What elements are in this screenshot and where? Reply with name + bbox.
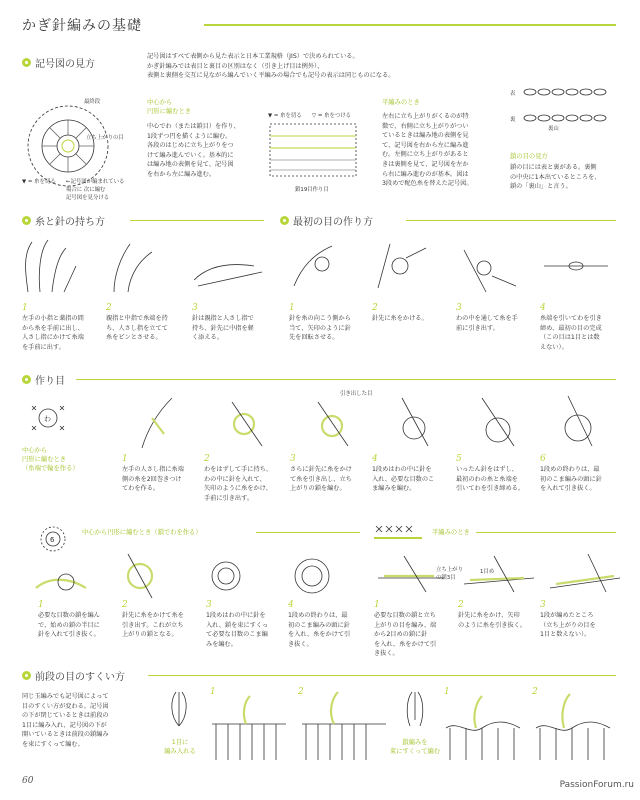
flat-body: 左右に立ち上がりがくるのが特 徴で、右側に立ち上がりがつい ているときは編み地の表側を見 て、記号図を右から左に編み進 む。左側に立ち上がりがあると きは裏側を見て、記号図を左か ら右に編み進むのが基本。図は 3段めで配色糸を替えた記号図。 [382,113,473,188]
bullet-icon [22,671,31,680]
step-number: 3 [540,600,546,610]
flat-chain-step-1: 必要な目数の鎖と立ち 上がりの目を編み、端 から2目めの鎖に針 を入れ、糸をかけて引 き抜く。 [374,612,437,658]
step-number: 6 [540,454,546,464]
step-number: 3 [192,303,198,313]
page-title: かぎ針編みの基礎 [22,18,142,34]
flat-base-label: 鎖19目作り目 [295,187,329,193]
flat-cut-label: ▼ = 糸を切る [268,113,302,119]
step-number: 3 [290,454,296,464]
round-body: 中心でわ（または鎖目）を作り、 1段ずつ円を描くように編む。 各段のはじめに立ち上がりをつ けて編み進んでいく。基本的に は編み地の表側を見て、記号図 を右から左に編み進む。 [147,123,240,178]
bullet-icon [22,58,31,67]
step-number: 3 [456,303,462,313]
chain-front-label: 表 [510,91,516,97]
section-rule [76,379,616,380]
pickup-label-a: 1目に 編み入れる [164,739,196,755]
chain-ring-illustrations [30,548,360,600]
step-number: 2 [106,303,112,313]
open-bobble-symbol-icon [404,690,426,730]
holding-step-2: 親指と中指で糸端を持 ち、人さし指を立てて 糸をピンとさせる。 [106,315,168,342]
first-stitch-step-3: わの中を通して糸を手 前に引き出す。 [456,315,518,332]
step-number: 2 [204,454,210,464]
section-heading-holding: 糸と針の持ち方 [22,213,105,228]
turning-chain-label: 立ち上がり の鎖3目 [436,567,463,581]
page-number: 60 [22,776,34,786]
first-stitch-illustrations [286,236,616,298]
flat-chain-step-2: 針先に糸をかけ、矢印 のように糸を引き抜く。 [458,612,526,629]
step-number: 1 [122,454,128,464]
chain-ring-step-2: 針先に糸をかけて糸を 引き出す。これが立ち 上がりの鎖となる。 [122,612,184,639]
step-number: 1 [289,303,295,313]
flat-chain-step-3: 1段が編めたところ （立ち上がりの目を 1目と数えない）。 [540,612,596,639]
step-number: 2 [458,600,464,610]
pickup-illustrations-a [206,684,402,764]
svg-text:1: 1 [210,687,216,697]
chain-ring-step-1: 必要な目数の鎖を編ん で、始めの鎖の半目に 針を入れて引き抜く。 [38,612,100,639]
pickup-label-b: 鎖編みを 束にすくって編む [389,739,441,755]
section-rule [406,220,616,221]
cut-yarn-label: ▼ = 糸を切る [22,179,56,185]
foundation-step-6: 1段めの終わりは、最 初のこま編みの頭に針 を入れて引き抜く。 [540,466,602,493]
round-heading: 中心から 円形に編むとき [147,99,192,115]
svg-text:2: 2 [298,687,304,697]
flat-symbol-diagram [268,122,368,186]
foundation-step-3: さらに針先に糸をかけ て糸を引き出し、立ち 上がりの鎖を編む。 [290,466,352,493]
foundation-illustrations [122,388,622,456]
bullet-icon [22,216,31,225]
svg-text:1: 1 [444,687,450,697]
step-number: 1 [374,600,380,610]
flat-chain-illustrations [374,548,624,600]
pickup-illustrations-b [440,684,620,764]
chain-ring-step-3: 1段めはわの中に針を 入れ、鎖を束にすくっ て必要な目数のこま編 みを編む。 [206,612,269,648]
foundation-step-5: いったん針をはずし、 最初のわの糸と糸端を 引いてわを引き締める。 [456,466,525,493]
chain-illustration [520,86,620,132]
diagram-note: ←記号図が編まれている 場合に 次に編む 記号図を見分ける [66,179,125,201]
back-ridge-label: 裏山 [548,126,559,132]
section-rule [148,675,616,676]
chain-ring-step-4: 1段めの終わりは、最 初のこま編みの頭に針 を入れ、糸をかけて引 き抜く。 [288,612,351,648]
last-round-label: 最終段 [84,99,101,105]
bullet-icon [22,375,31,384]
holding-illustrations [18,236,268,296]
first-stitch-step-4: 糸端を引いてわを引き 締め、最初の目の完成 （この目は1目とは数 えない）。 [540,315,602,351]
svg-text:2: 2 [532,687,538,697]
section-rule [476,532,616,533]
step-number: 2 [122,600,128,610]
svg-text:わ: わ [44,415,51,423]
chain-back-label: 裏 [510,117,516,123]
title-underline [204,24,616,26]
flat-heading: 平編みのとき [382,99,420,106]
section-heading-first-stitch: 最初の目の作り方 [280,213,373,228]
first-stitch-step-2: 針先に糸をかける。 [372,315,428,322]
step-number: 4 [540,303,546,313]
holding-step-1: 左手の小指と薬指の間 から糸を手前に出し、 人さし指にかけて糸端 を手前に出す。 [22,315,84,351]
section-heading-foundation: 作り目 [22,372,65,387]
first-stitch-step-1: 針を糸の向こう側から 当て、矢印のように針 先を回転させる。 [289,315,351,342]
step-number: 2 [372,303,378,313]
foundation-step-1: 左手の人さし指に糸端 側の糸を2回巻きつけ てわを作る。 [122,466,184,493]
section-heading-pickup: 前段の目のすくい方 [22,668,125,683]
symbols-intro: 記号図はすべて表側から見た表示と日本工業規格（JIS）で決められている。 かぎ針編みでは表目と裏目の区別はなく（引き上げ目は例外）、 表側と裏側を交互に見ながら編んでいく平編みの場合でも記号の表示は同じものになる。 [147,53,395,80]
watermark: PassionForum.ru [559,780,634,790]
bullet-icon [280,216,289,225]
first-stitch-label: 1目め [480,569,495,575]
closed-bobble-symbol-icon [168,690,190,730]
section-heading-symbols: 記号図の見方 [22,55,95,70]
step-number: 5 [456,454,462,464]
section-rule [130,220,264,221]
ring-symbol-icon [26,398,74,438]
step-number: 4 [372,454,378,464]
loop-start-label: 立ち上がりの目 [86,135,124,141]
pickup-body: 同じ玉編みでも記号図によって 目のすくい方が変わる。記号図 の下が閉じているときは前段の 1目に編み入れ、記号図の下が 開いているときは前段の鎖編み を束にすくって編む。 [22,693,109,748]
chain-body: 鎖の目には表と裏がある。裏側 の中央に1本出ているところを、 鎖の「裏山」と言う。 [510,164,601,191]
step-number: 1 [22,303,28,313]
ring-heading: 中心から 円形に編むとき （糸端で輪を作る） [22,447,79,472]
foundation-step-2: わをはずして手に持ち、 わの中に針を入れて、 矢印のように糸をかけ、 手前に引き出す。 [204,466,273,502]
holding-step-3: 針は親指と人さし指で 持ち、針先に中指を軽 く添える。 [192,315,254,342]
step-number: 4 [288,600,294,610]
chain-ring-heading: 中心から円形に編むとき（鎖でわを作る） [82,529,202,536]
flat-attach-label: ▽ = 糸をつける [312,113,352,119]
svg-text:6: 6 [50,536,55,544]
flat-chain-heading: 平編みのとき [432,529,470,536]
foundation-step-4: 1段めはわの中に針を 入れ、必要な目数のこ ま編みを編む。 [372,466,435,493]
step-number: 1 [38,600,44,610]
flat-chain-symbol-icon [374,522,424,542]
section-rule [256,532,360,533]
step-number: 3 [206,600,212,610]
pulled-stitch-label: 引き出した目 [340,391,373,397]
chain-heading: 鎖の目の見方 [510,153,548,160]
